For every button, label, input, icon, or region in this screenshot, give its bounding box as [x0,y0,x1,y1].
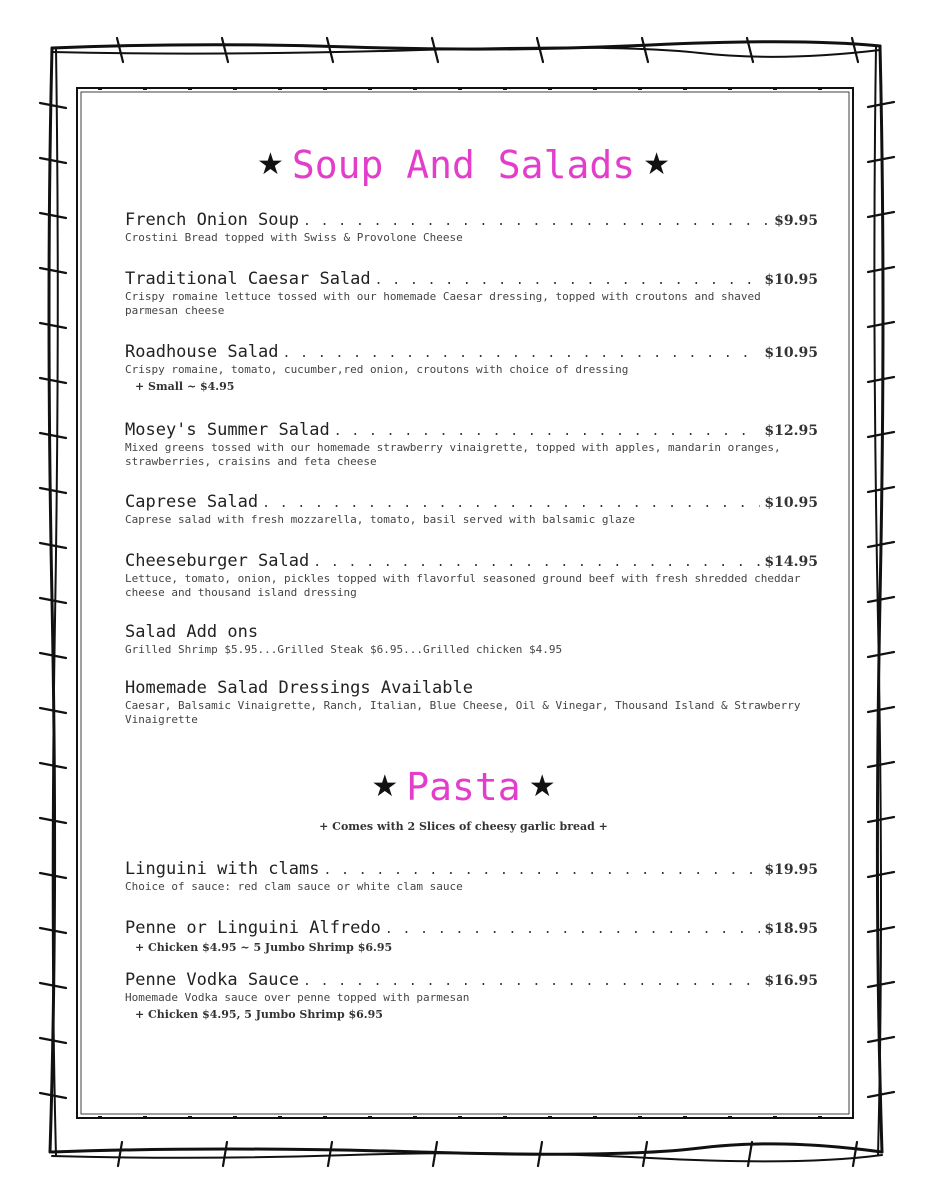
pasta-note: + Comes with 2 Slices of cheesy garlic bread + [319,820,608,833]
menu-item [125,859,818,894]
item-name: Penne or Linguini Alfredo [125,918,381,938]
item-price: $16.95 [764,973,818,989]
star-icon: ★ [257,147,284,182]
item-description: Crostini Bread topped with Swiss & Provolone Cheese [125,231,463,244]
item-price: $9.95 [774,213,818,229]
menu-item [125,492,818,527]
dot-leader [262,496,760,511]
item-name: Traditional Caesar Salad [125,269,371,289]
item-description: Caprese salad with fresh mozzarella, tomato, basil served with balsamic glaze [125,513,635,526]
item-price: $10.95 [764,272,818,288]
item-name: Roadhouse Salad [125,342,279,362]
menu-item [125,970,818,1021]
item-price: $12.95 [764,423,818,439]
item-name: Homemade Salad Dressings Available [125,678,473,698]
item-name: Cheeseburger Salad [125,551,310,571]
section-title-pasta [0,762,927,809]
item-name: Salad Add ons [125,622,259,642]
item-extra: + Small ~ $4.95 [135,380,235,393]
item-price: $10.95 [764,345,818,361]
menu-item [125,342,818,393]
item-name: Caprese Salad [125,492,259,512]
item-price: $19.95 [764,862,818,878]
item-description: Lettuce, tomato, onion, pickles topped with flavorful seasoned ground beef with fresh shredded cheddar cheese and thousand island dressing [125,572,801,599]
menu-item [125,210,818,245]
dot-leader [334,424,761,439]
item-name: Penne Vodka Sauce [125,970,299,990]
item-description: Homemade Vodka sauce over penne topped with parmesan [125,991,470,1004]
section-title-text: Pasta [406,764,521,809]
item-name: French Onion Soup [125,210,299,230]
item-name: Linguini with clams [125,859,320,879]
item-price: $10.95 [764,495,818,511]
section-title-soup-salads [0,140,927,187]
dot-leader [385,922,761,937]
item-description: Caesar, Balsamic Vinaigrette, Ranch, Italian, Blue Cheese, Oil & Vinegar, Thousand Island & Strawberry Vinaigrette [125,699,801,726]
star-icon: ★ [371,769,399,804]
dot-leader [303,974,760,989]
menu-item-dressings [125,678,818,727]
item-description: Choice of sauce: red clam sauce or white clam sauce [125,880,463,893]
menu-item [125,918,818,954]
dot-leader [283,346,761,361]
dot-leader [303,214,770,229]
menu-item [125,269,818,318]
dot-leader [313,555,760,570]
menu-item [125,420,818,469]
dot-leader [323,863,760,878]
item-price: $14.95 [764,554,818,570]
item-name: Mosey's Summer Salad [125,420,330,440]
section-title-text: Soup And Salads [291,142,636,187]
menu-item [125,551,818,600]
item-extra: + Chicken $4.95 ~ 5 Jumbo Shrimp $6.95 [135,941,393,954]
item-price: $18.95 [764,921,818,937]
item-description: Grilled Shrimp $5.95...Grilled Steak $6.95...Grilled chicken $4.95 [125,643,563,656]
item-description: Crispy romaine, tomato, cucumber,red onion, croutons with choice of dressing [125,363,629,376]
star-icon: ★ [643,147,670,182]
star-icon: ★ [528,769,556,804]
dot-leader [375,273,761,288]
item-description: Mixed greens tossed with our homemade strawberry vinaigrette, topped with apples, mandarin oranges, strawberries, craisins and feta cheese [125,441,781,468]
item-description: Crispy romaine lettuce tossed with our homemade Caesar dressing, topped with croutons and shaved parmesan cheese [125,290,761,317]
menu-item-addons [125,622,818,657]
item-extra: + Chicken $4.95, 5 Jumbo Shrimp $6.95 [135,1008,383,1021]
